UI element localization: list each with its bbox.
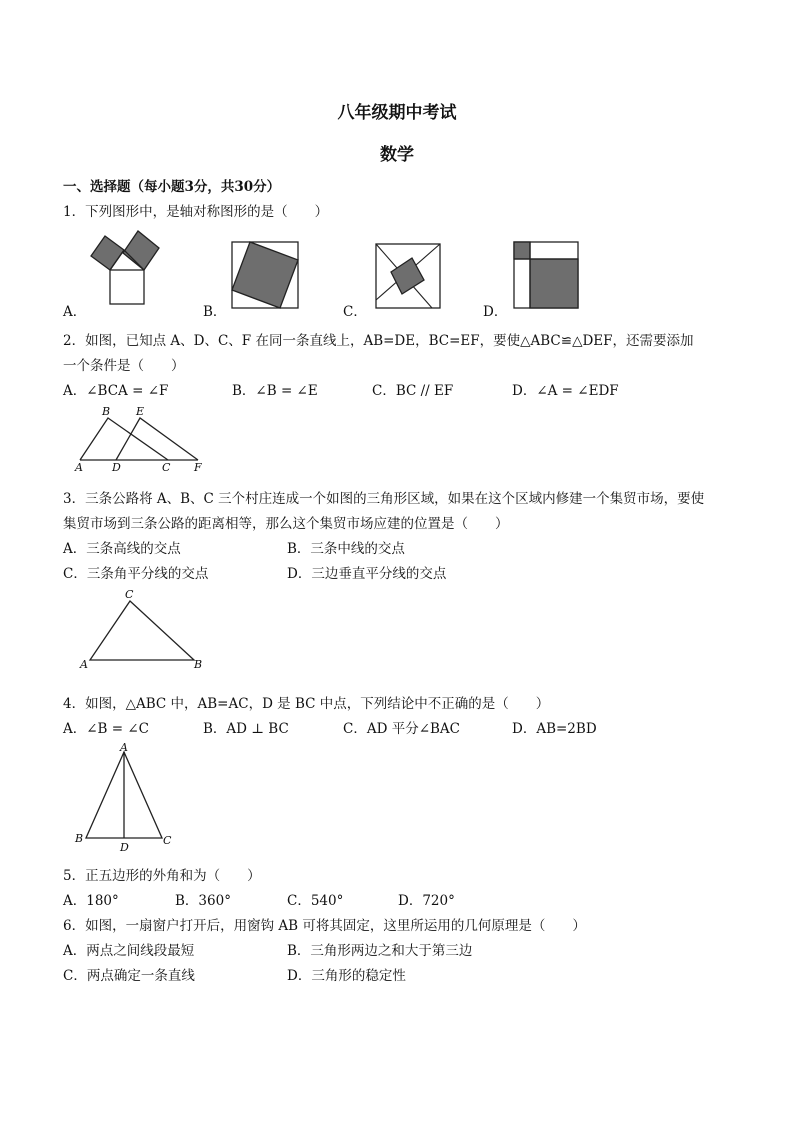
q3-option-b: B．三条中线的交点: [287, 541, 405, 557]
q1-option-c: C．: [343, 304, 367, 320]
section-heading: 一、选择题（每小题3分，共30分）: [63, 179, 281, 195]
q2-label-a: A: [75, 461, 83, 474]
q4-figure: [70, 740, 180, 856]
q3-label-b: B: [194, 658, 203, 671]
q2-figure: [70, 403, 210, 475]
q5-option-a: A．180°: [63, 893, 119, 909]
q6-option-b: B．三角形两边之和大于第三边: [287, 943, 473, 959]
q6-option-d: D．三角形的稳定性: [287, 968, 406, 984]
q2-option-a: A．∠BCA = ∠F: [63, 383, 169, 399]
subject-title: 数学: [380, 145, 414, 165]
q2-label-d: D: [112, 461, 121, 474]
q4-label-b: B: [75, 832, 84, 845]
q4-option-b: B．AD ⊥ BC: [203, 721, 289, 737]
q1-option-d: D．: [483, 304, 508, 320]
question-6-stem: 6．如图，一扇窗户打开后，用窗钩 AB 可将其固定，这里所运用的几何原理是（ ）: [63, 918, 586, 934]
q6-option-a: A．两点之间线段最短: [63, 943, 195, 959]
q4-label-d: D: [120, 841, 129, 854]
q1-option-b: B．: [203, 304, 227, 320]
q1-option-a: A．: [63, 304, 87, 320]
question-5-stem: 5．正五边形的外角和为（ ）: [63, 868, 261, 884]
q3-label-c: C: [125, 588, 134, 601]
question-3-stem-line1: 3．三条公路将 A、B、C 三个村庄连成一个如图的三角形区域，如果在这个区域内修建一个集贸市场，要使: [63, 491, 705, 507]
q2-option-c: C．BC // EF: [372, 383, 454, 399]
q4-option-a: A．∠B = ∠C: [63, 721, 150, 737]
question-4-stem: 4．如图，△ABC 中，AB=AC，D 是 BC 中点，下列结论中不正确的是（ ）: [63, 696, 550, 712]
exam-title: 八年级期中考试: [337, 103, 457, 123]
q5-option-c: C．540°: [287, 893, 344, 909]
q2-option-b: B．∠B = ∠E: [232, 383, 318, 399]
q2-label-e: E: [136, 405, 145, 418]
question-1-stem: 1．下列图形中，是轴对称图形的是（ ）: [63, 204, 329, 220]
q1-figure-a: [88, 228, 168, 308]
q3-label-a: A: [80, 658, 88, 671]
question-3-stem-line2: 集贸市场到三条公路的距离相等，那么这个集贸市场应建的位置是（ ）: [63, 516, 509, 532]
q4-label-a: A: [120, 741, 128, 754]
q2-label-b: B: [102, 405, 111, 418]
q2-label-c: C: [162, 461, 171, 474]
q6-option-c: C．两点确定一条直线: [63, 968, 195, 984]
q3-option-c: C．三条角平分线的交点: [63, 566, 209, 582]
question-2-stem-line2: 一个条件是（ ）: [63, 358, 185, 374]
q5-option-b: B．360°: [175, 893, 231, 909]
q4-option-c: C．AD 平分∠BAC: [343, 721, 461, 737]
q4-label-c: C: [163, 834, 172, 847]
q5-option-d: D．720°: [398, 893, 455, 909]
q2-label-f: F: [194, 461, 202, 474]
q3-figure: [74, 586, 214, 672]
q4-option-d: D．AB=2BD: [512, 721, 597, 737]
q1-figure-d: [512, 240, 580, 310]
q3-option-a: A．三条高线的交点: [63, 541, 181, 557]
q1-figure-b: [230, 240, 300, 310]
question-2-stem-line1: 2．如图，已知点 A、D、C、F 在同一条直线上，AB=DE，BC=EF，要使△ABC≌△DEF，还需要添加: [63, 333, 694, 349]
q3-option-d: D．三边垂直平分线的交点: [287, 566, 447, 582]
q1-figure-c: [374, 242, 442, 310]
q2-option-d: D．∠A = ∠EDF: [512, 383, 619, 399]
